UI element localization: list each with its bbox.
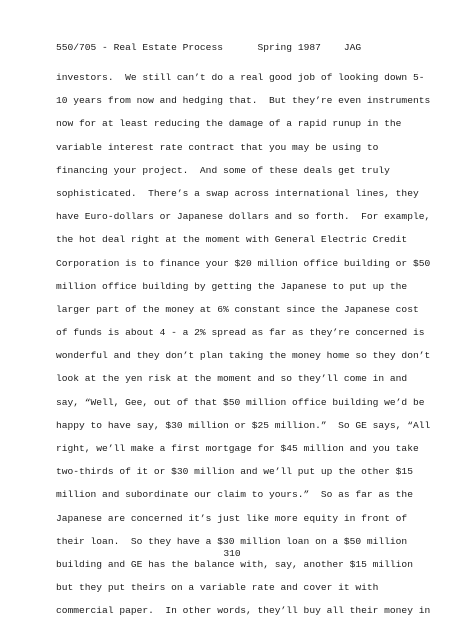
text-line: million office building by getting the Japanese to put up the xyxy=(56,280,408,292)
text-line: right, we’ll make a first mortgage for $45 million and you take xyxy=(56,443,419,454)
text-line: commercial paper. In other words, they’ll buy all their money in xyxy=(56,605,431,617)
text-line: 10 years from now and hedging that. But they’re even instruments xyxy=(56,95,431,107)
text-line: the hot deal right at the moment with General Electric Credit xyxy=(56,234,408,246)
header-term: Spring 1987 xyxy=(257,42,321,53)
header-course: 550/705 - Real Estate Process xyxy=(56,42,223,53)
text-line: happy to have say, $30 million or $25 million.” So GE says, “All xyxy=(56,419,431,431)
text-line: investors. We still can’t do a real good job of looking down 5- xyxy=(56,72,425,83)
text-line: Corporation is to finance your $20 million office building or $50 xyxy=(56,257,431,269)
text-line: look at the yen risk at the moment and so they’ll come in and xyxy=(56,373,408,385)
text-line: larger part of the money at 6% constant since the Japanese cost xyxy=(56,303,419,315)
text-line: million and subordinate our claim to yours.” So as far as the xyxy=(56,489,413,501)
text-line: building and GE has the balance with, say, another $15 million xyxy=(56,558,413,570)
text-line: of funds is about 4 - a 2% spread as far as they’re concerned is xyxy=(56,327,425,339)
text-line: wonderful and they don’t plan taking the money home so they don’t xyxy=(56,350,431,362)
text-line: sophisticated. There’s a swap across international lines, they xyxy=(56,187,419,199)
running-header xyxy=(56,42,361,54)
text-line: have Euro-dollars or Japanese dollars and so forth. For example, xyxy=(56,211,431,223)
text-line: now for at least reducing the damage of a rapid runup in the xyxy=(56,118,402,130)
text-line: but they put theirs on a variable rate and cover it with xyxy=(56,582,379,594)
page-number: 310 xyxy=(223,548,241,559)
header-initials: JAG xyxy=(343,42,362,53)
text-line: their loan. So they have a $30 million loan on a $50 million xyxy=(56,535,408,547)
text-line: Japanese are concerned it’s just like more equity in front of xyxy=(56,512,408,524)
transcript-body xyxy=(56,66,430,623)
text-line: two-thirds of it or $30 million and we’ll put up the other $15 xyxy=(56,466,413,478)
text-line: financing your project. And some of these deals get truly xyxy=(56,164,390,176)
text-line: say, “Well, Gee, out of that $50 million office building we’d be xyxy=(56,396,425,408)
text-line: variable interest rate contract that you may be using to xyxy=(56,141,379,153)
